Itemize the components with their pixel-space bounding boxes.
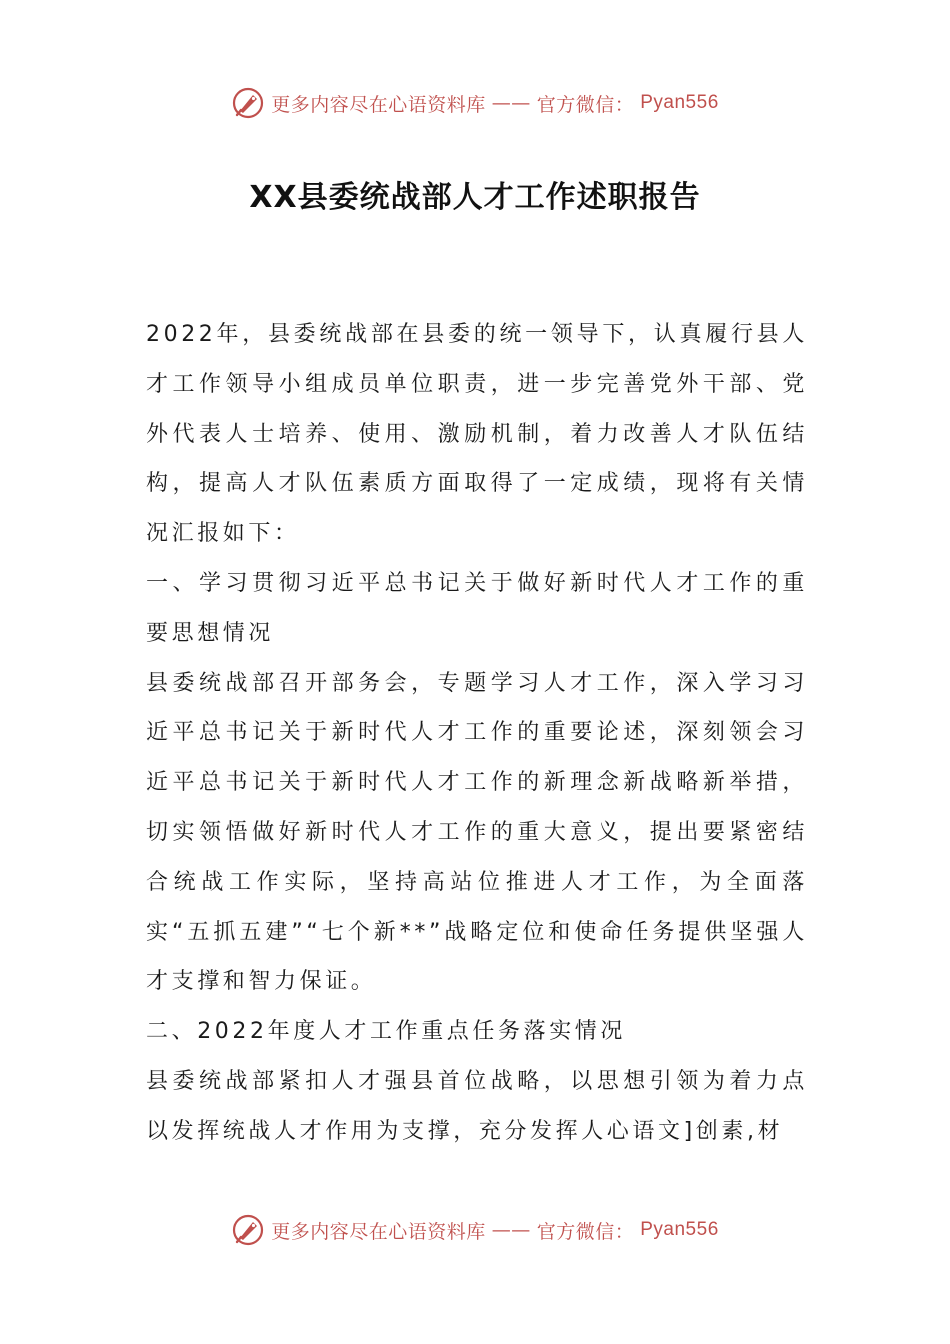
watermark-wechat-id: Pyan556 [640, 1219, 719, 1240]
watermark-header [0, 83, 950, 123]
paragraph-section-2: 县委统战部紧扣人才强县首位战略，以思想引领为着力点以发挥统战人才作用为支撑，充分发挥人心语文]创素,材 [146, 1068, 808, 1144]
pen-nib-logo-icon [231, 86, 265, 120]
watermark-dash: —— [491, 1219, 531, 1241]
watermark-text: 更多内容尽在心语资料库 [271, 1220, 486, 1243]
watermark-wechat-label: 官方微信： [536, 1220, 635, 1243]
document-title: XX县委统战部人才工作述职报告 [249, 180, 701, 215]
watermark-text: 更多内容尽在心语资料库 [271, 93, 486, 116]
paragraph-intro: 2022年，县委统战部在县委的统一领导下，认真履行县人才工作领导小组成员单位职责，进一步完善党外干部、党外代表人士培养、使用、激励机制，着力改善人才队伍结构，提高人才队伍素质方面取得了一定成绩，现将有关情况汇报如下： [146, 322, 808, 547]
watermark-footer [0, 1210, 950, 1250]
pen-nib-logo-icon [231, 1213, 265, 1247]
watermark-wechat-label: 官方微信： [536, 93, 635, 116]
watermark-dash: —— [491, 92, 531, 114]
section-heading-2: 二、2022年度人才工作重点任务落实情况 [146, 1019, 626, 1045]
paragraph-section-1: 县委统战部召开部务会，专题学习人才工作，深入学习习近平总书记关于新时代人才工作的重要论述，深刻领会习近平总书记关于新时代人才工作的新理念新战略新举措，切实领悟做好新时代人才工作的重大意义，提出要紧密结合统战工作实际，坚持高站位推进人才工作，为全面落实“五抓五建”“七个新**”战略定位和使命任务提供坚强人才支撑和智力保证。 [146, 670, 808, 995]
document-body [146, 310, 808, 1157]
watermark-wechat-id: Pyan556 [640, 92, 719, 113]
section-heading-1: 一、学习贯彻习近平总书记关于做好新时代人才工作的重要思想情况 [146, 570, 808, 646]
